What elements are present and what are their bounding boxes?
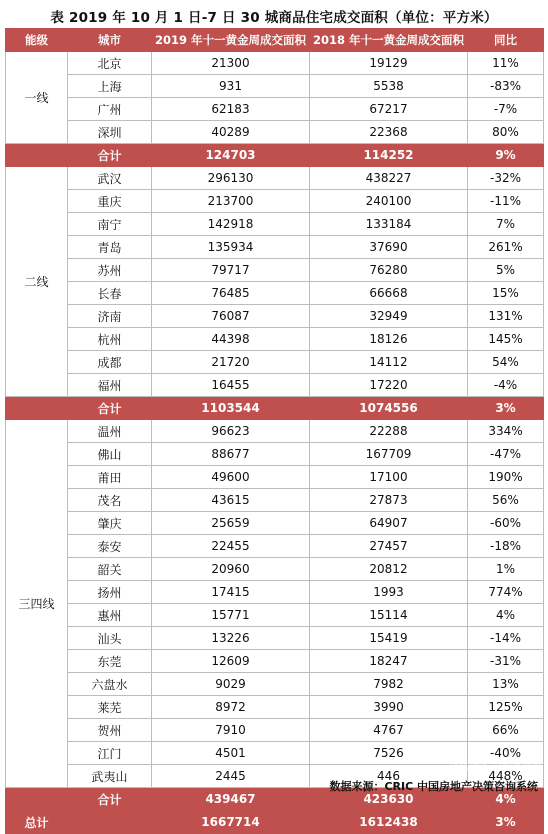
table-row xyxy=(6,535,544,558)
value-2018: 4767 xyxy=(310,719,468,742)
value-2019: 8972 xyxy=(152,696,310,719)
yoy-cell: 125% xyxy=(468,696,544,719)
table-row xyxy=(6,581,544,604)
subtotal-yoy: 9% xyxy=(468,144,544,167)
city-cell: 青岛 xyxy=(68,236,152,259)
value-2018: 167709 xyxy=(310,443,468,466)
subtotal-row xyxy=(6,397,544,420)
table-row xyxy=(6,719,544,742)
city-cell: 武夷山 xyxy=(68,765,152,788)
table-row xyxy=(6,443,544,466)
total-row xyxy=(6,811,544,834)
subtotal-label: 合计 xyxy=(68,397,152,420)
city-cell: 上海 xyxy=(68,75,152,98)
table-row xyxy=(6,512,544,535)
yoy-cell: -31% xyxy=(468,650,544,673)
table-row xyxy=(6,282,544,305)
table-row xyxy=(6,650,544,673)
value-2019: 76087 xyxy=(152,305,310,328)
data-table xyxy=(5,28,544,834)
subtotal-2019: 439467 xyxy=(152,788,310,811)
value-2019: 9029 xyxy=(152,673,310,696)
subtotal-2018: 114252 xyxy=(310,144,468,167)
total-2019: 1667714 xyxy=(152,811,310,834)
value-2018: 64907 xyxy=(310,512,468,535)
value-2019: 40289 xyxy=(152,121,310,144)
value-2018: 67217 xyxy=(310,98,468,121)
value-2019: 49600 xyxy=(152,466,310,489)
city-cell: 成都 xyxy=(68,351,152,374)
value-2019: 4501 xyxy=(152,742,310,765)
value-2018: 446 xyxy=(310,765,468,788)
value-2018: 17100 xyxy=(310,466,468,489)
value-2019: 62183 xyxy=(152,98,310,121)
value-2018: 76280 xyxy=(310,259,468,282)
value-2018: 19129 xyxy=(310,52,468,75)
table-title: 表 2019 年 10 月 1 日-7 日 30 城商品住宅成交面积（单位：平方米） xyxy=(50,10,498,26)
header-2019: 2019 年十一黄金周成交面积 xyxy=(152,29,310,52)
value-2019: 25659 xyxy=(152,512,310,535)
total-2018: 1612438 xyxy=(310,811,468,834)
value-2019: 2445 xyxy=(152,765,310,788)
total-yoy: 3% xyxy=(468,811,544,834)
yoy-cell: -47% xyxy=(468,443,544,466)
value-2019: 21300 xyxy=(152,52,310,75)
yoy-cell: -11% xyxy=(468,190,544,213)
table-row xyxy=(6,420,544,443)
value-2018: 240100 xyxy=(310,190,468,213)
value-2018: 5538 xyxy=(310,75,468,98)
subtotal-row xyxy=(6,144,544,167)
city-cell: 重庆 xyxy=(68,190,152,213)
table-row xyxy=(6,52,544,75)
value-2019: 142918 xyxy=(152,213,310,236)
yoy-cell: 56% xyxy=(468,489,544,512)
value-2019: 20960 xyxy=(152,558,310,581)
yoy-cell: 131% xyxy=(468,305,544,328)
yoy-cell: 774% xyxy=(468,581,544,604)
yoy-cell: -40% xyxy=(468,742,544,765)
yoy-cell: 13% xyxy=(468,673,544,696)
table-row xyxy=(6,98,544,121)
table-row xyxy=(6,374,544,397)
value-2019: 43615 xyxy=(152,489,310,512)
yoy-cell: -14% xyxy=(468,627,544,650)
table-row xyxy=(6,673,544,696)
value-2018: 22288 xyxy=(310,420,468,443)
value-2018: 22368 xyxy=(310,121,468,144)
value-2019: 213700 xyxy=(152,190,310,213)
yoy-cell: -60% xyxy=(468,512,544,535)
value-2019: 7910 xyxy=(152,719,310,742)
table-row xyxy=(6,558,544,581)
value-2018: 17220 xyxy=(310,374,468,397)
yoy-cell: -83% xyxy=(468,75,544,98)
value-2018: 18126 xyxy=(310,328,468,351)
city-cell: 苏州 xyxy=(68,259,152,282)
value-2018: 7526 xyxy=(310,742,468,765)
value-2018: 1993 xyxy=(310,581,468,604)
table-row xyxy=(6,351,544,374)
value-2019: 16455 xyxy=(152,374,310,397)
value-2018: 3990 xyxy=(310,696,468,719)
city-cell: 茂名 xyxy=(68,489,152,512)
value-2018: 7982 xyxy=(310,673,468,696)
value-2019: 76485 xyxy=(152,282,310,305)
city-cell: 惠州 xyxy=(68,604,152,627)
city-cell: 肇庆 xyxy=(68,512,152,535)
city-cell: 汕头 xyxy=(68,627,152,650)
table-row xyxy=(6,167,544,190)
city-cell: 江门 xyxy=(68,742,152,765)
yoy-cell: 11% xyxy=(468,52,544,75)
table-row xyxy=(6,121,544,144)
table-row xyxy=(6,466,544,489)
yoy-cell: 80% xyxy=(468,121,544,144)
value-2019: 44398 xyxy=(152,328,310,351)
city-cell: 南宁 xyxy=(68,213,152,236)
yoy-cell: 1% xyxy=(468,558,544,581)
city-cell: 泰安 xyxy=(68,535,152,558)
subtotal-2019: 124703 xyxy=(152,144,310,167)
subtotal-yoy: 4% xyxy=(468,788,544,811)
yoy-cell: 334% xyxy=(468,420,544,443)
table-body xyxy=(6,52,544,834)
value-2018: 27457 xyxy=(310,535,468,558)
table-row xyxy=(6,259,544,282)
table-row xyxy=(6,305,544,328)
value-2018: 438227 xyxy=(310,167,468,190)
value-2018: 15114 xyxy=(310,604,468,627)
value-2018: 66668 xyxy=(310,282,468,305)
value-2019: 13226 xyxy=(152,627,310,650)
header-yoy: 同比 xyxy=(468,29,544,52)
city-cell: 东莞 xyxy=(68,650,152,673)
table-row xyxy=(6,190,544,213)
data-source: 数据来源：CRIC 中国房地产决策咨询系统 xyxy=(329,780,538,793)
value-2019: 79717 xyxy=(152,259,310,282)
value-2018: 20812 xyxy=(310,558,468,581)
yoy-cell: -18% xyxy=(468,535,544,558)
city-cell: 福州 xyxy=(68,374,152,397)
table-row xyxy=(6,213,544,236)
city-cell: 扬州 xyxy=(68,581,152,604)
table-row xyxy=(6,604,544,627)
table-row xyxy=(6,627,544,650)
table-row xyxy=(6,489,544,512)
yoy-cell: 448% xyxy=(468,765,544,788)
subtotal-spacer xyxy=(6,144,68,167)
yoy-cell: 190% xyxy=(468,466,544,489)
header-city: 城市 xyxy=(68,29,152,52)
tier-label: 二线 xyxy=(6,167,68,397)
subtotal-label: 合计 xyxy=(68,144,152,167)
table-row xyxy=(6,328,544,351)
yoy-cell: 66% xyxy=(468,719,544,742)
total-label: 总计 xyxy=(6,811,68,834)
value-2018: 14112 xyxy=(310,351,468,374)
yoy-cell: -7% xyxy=(468,98,544,121)
subtotal-2019: 1103544 xyxy=(152,397,310,420)
header-2018: 2018 年十一黄金周成交面积 xyxy=(310,29,468,52)
value-2018: 32949 xyxy=(310,305,468,328)
city-cell: 佛山 xyxy=(68,443,152,466)
value-2019: 12609 xyxy=(152,650,310,673)
value-2019: 96623 xyxy=(152,420,310,443)
value-2019: 22455 xyxy=(152,535,310,558)
value-2018: 133184 xyxy=(310,213,468,236)
city-cell: 武汉 xyxy=(68,167,152,190)
yoy-cell: 5% xyxy=(468,259,544,282)
tier-label: 一线 xyxy=(6,52,68,144)
city-cell: 莱芜 xyxy=(68,696,152,719)
table-row xyxy=(6,75,544,98)
city-cell: 莆田 xyxy=(68,466,152,489)
value-2019: 931 xyxy=(152,75,310,98)
value-2019: 88677 xyxy=(152,443,310,466)
yoy-cell: 7% xyxy=(468,213,544,236)
yoy-cell: -4% xyxy=(468,374,544,397)
tier-label: 三四线 xyxy=(6,420,68,788)
subtotal-2018: 1074556 xyxy=(310,397,468,420)
header-row xyxy=(6,29,544,52)
table-row xyxy=(6,696,544,719)
subtotal-yoy: 3% xyxy=(468,397,544,420)
table-row xyxy=(6,236,544,259)
city-cell: 韶关 xyxy=(68,558,152,581)
city-cell: 六盘水 xyxy=(68,673,152,696)
watermark: 凤凰社区 @城事观察 xyxy=(448,762,542,773)
value-2019: 296130 xyxy=(152,167,310,190)
city-cell: 北京 xyxy=(68,52,152,75)
city-cell: 杭州 xyxy=(68,328,152,351)
yoy-cell: 15% xyxy=(468,282,544,305)
header-tier: 能级 xyxy=(6,29,68,52)
value-2019: 15771 xyxy=(152,604,310,627)
value-2018: 27873 xyxy=(310,489,468,512)
city-cell: 温州 xyxy=(68,420,152,443)
value-2019: 21720 xyxy=(152,351,310,374)
city-cell: 济南 xyxy=(68,305,152,328)
total-spacer xyxy=(68,811,152,834)
city-cell: 深圳 xyxy=(68,121,152,144)
city-cell: 广州 xyxy=(68,98,152,121)
yoy-cell: 261% xyxy=(468,236,544,259)
value-2019: 135934 xyxy=(152,236,310,259)
subtotal-spacer xyxy=(6,788,68,811)
yoy-cell: 4% xyxy=(468,604,544,627)
subtotal-spacer xyxy=(6,397,68,420)
yoy-cell: 54% xyxy=(468,351,544,374)
subtotal-label: 合计 xyxy=(68,788,152,811)
value-2018: 15419 xyxy=(310,627,468,650)
yoy-cell: -32% xyxy=(468,167,544,190)
city-cell: 贺州 xyxy=(68,719,152,742)
value-2018: 37690 xyxy=(310,236,468,259)
value-2019: 17415 xyxy=(152,581,310,604)
city-cell: 长春 xyxy=(68,282,152,305)
yoy-cell: 145% xyxy=(468,328,544,351)
subtotal-2018: 423630 xyxy=(310,788,468,811)
value-2018: 18247 xyxy=(310,650,468,673)
